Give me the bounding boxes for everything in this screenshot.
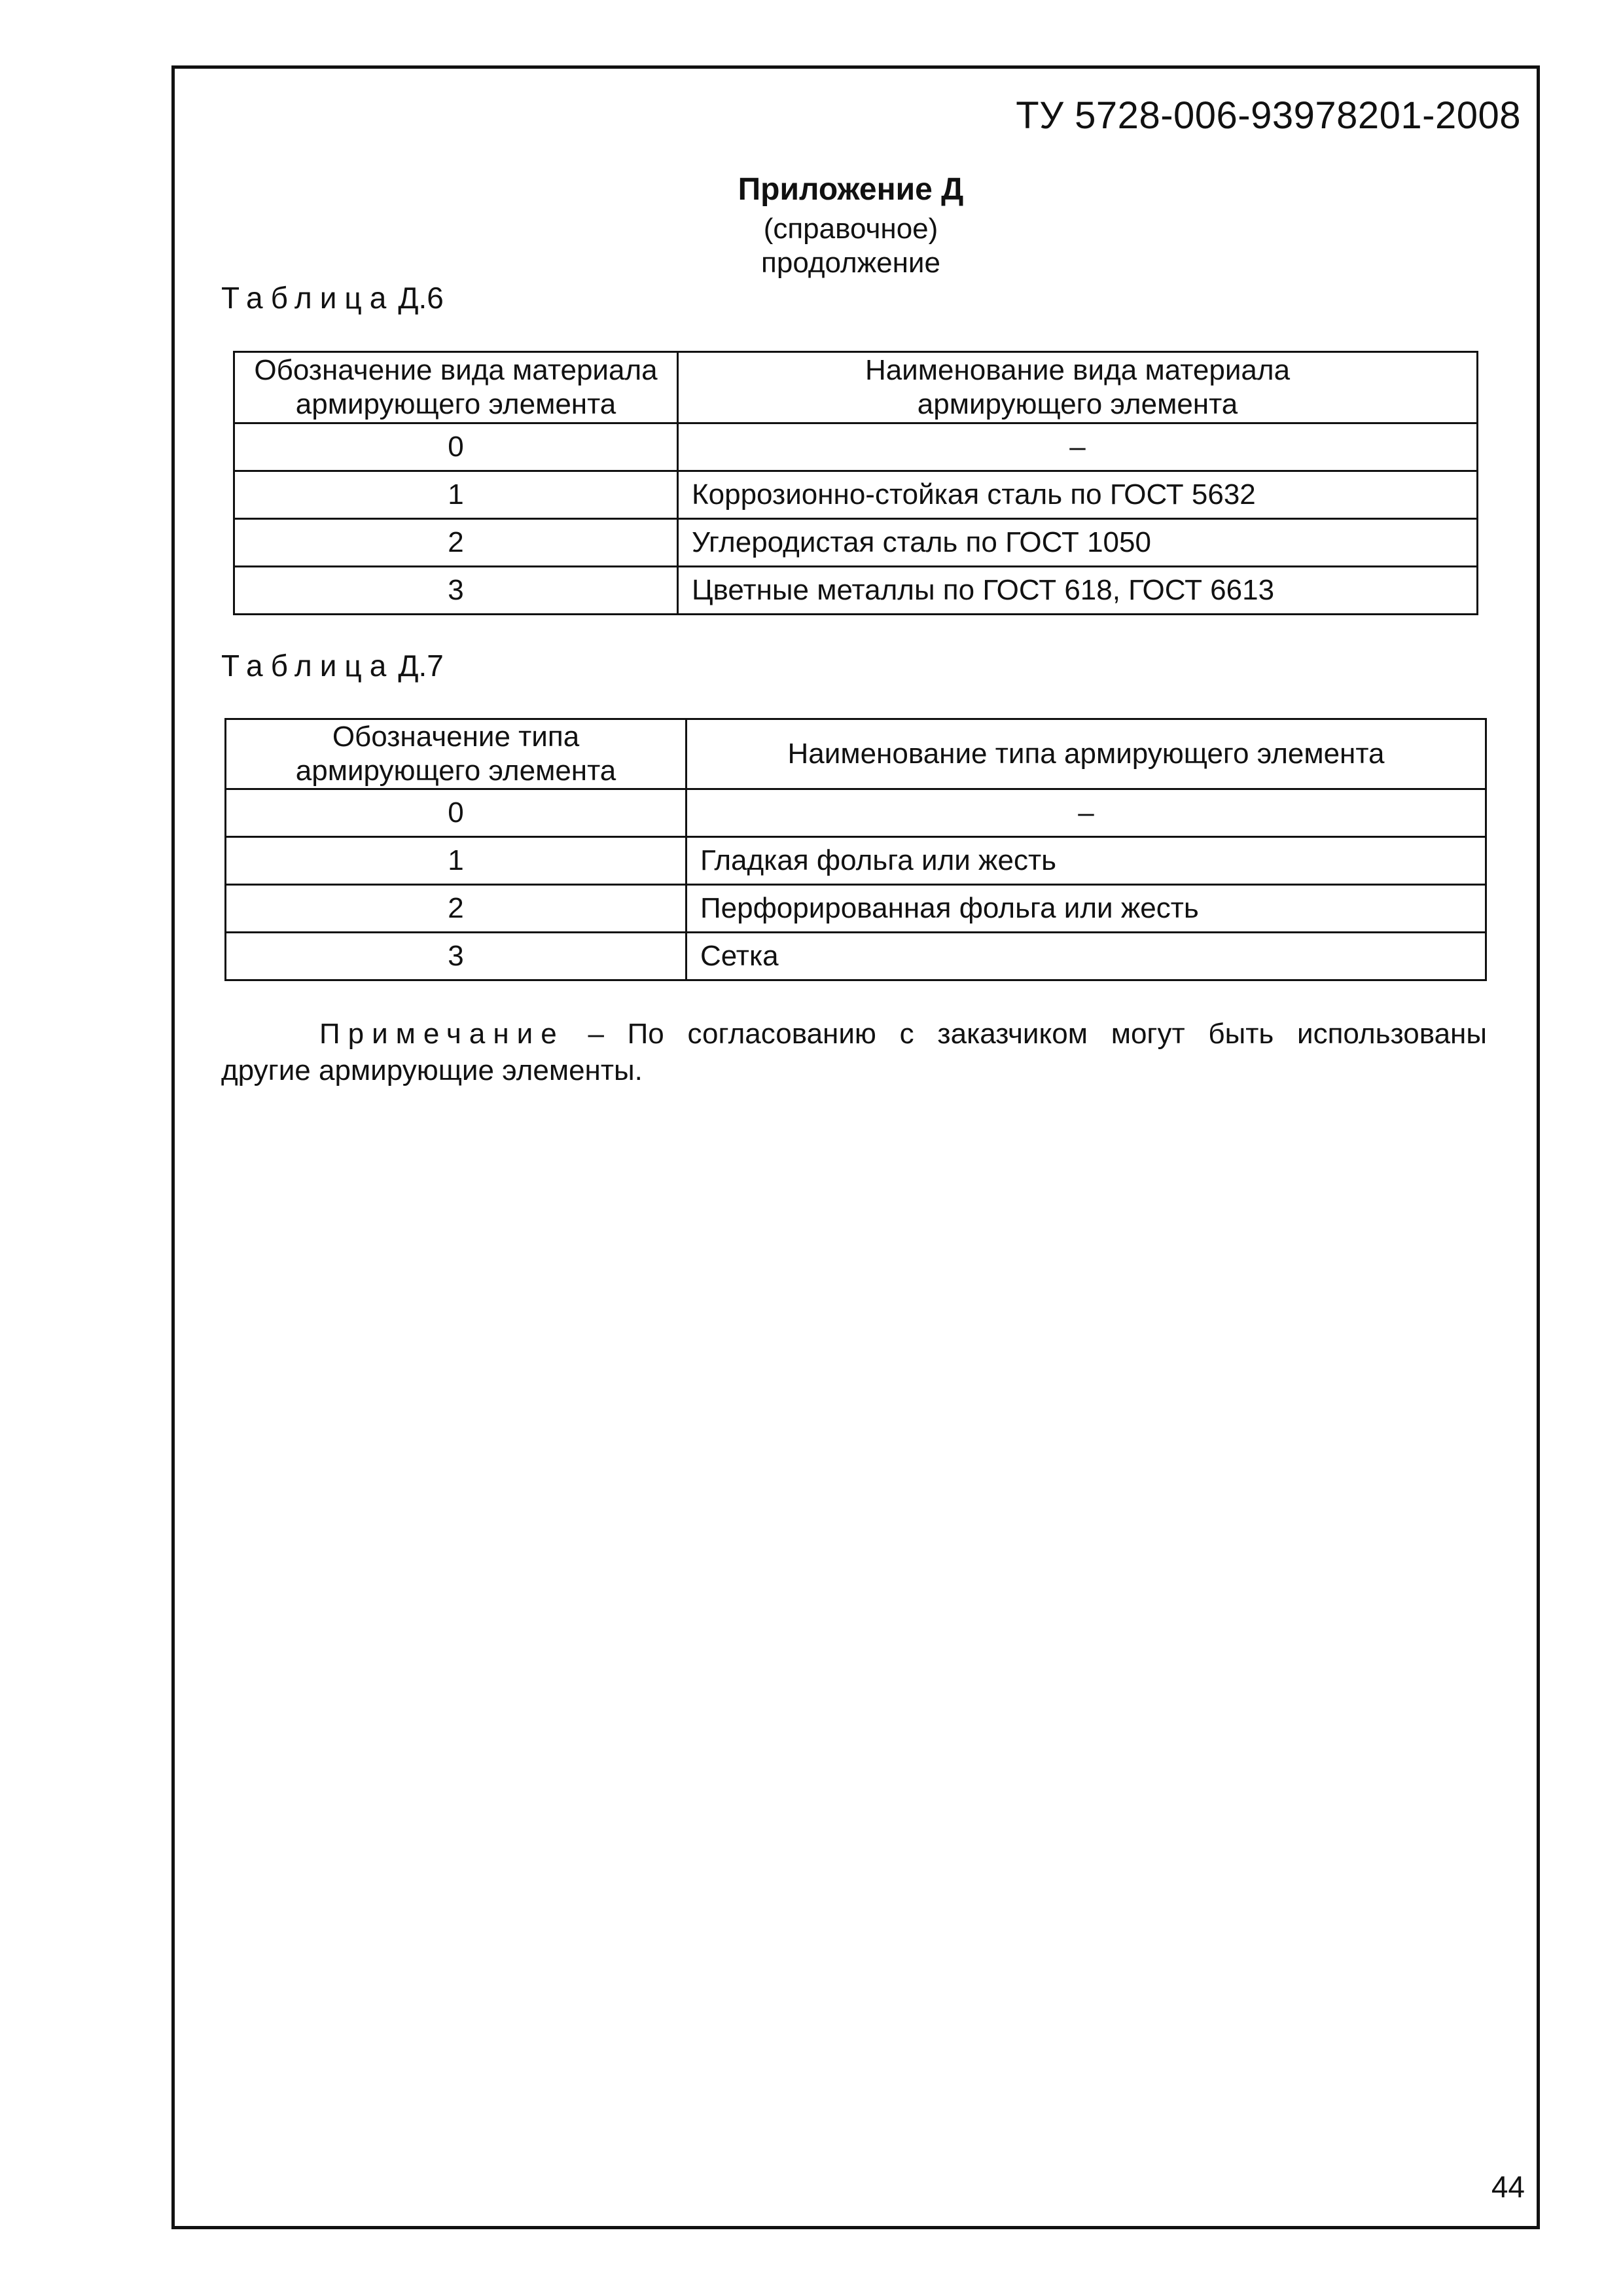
table-d7-caption-number: Д.7 (398, 649, 444, 683)
table-d6-caption-number: Д.6 (398, 281, 444, 315)
table-row (234, 423, 1478, 471)
table-d6-header-row (234, 352, 1478, 423)
appendix-title: Приложение Д (738, 172, 964, 207)
table-d7-header-code-line2: армирующего элемента (295, 755, 616, 787)
table-d7-cell-code: 1 (226, 837, 687, 885)
table-row (226, 837, 1486, 885)
table-d6-header-code (234, 352, 678, 423)
note (221, 1016, 1487, 1089)
table-d7-header-name: Наименование типа армирующего элемента (687, 719, 1486, 789)
table-d7-cell-name: Гладкая фольга или жесть (687, 837, 1486, 885)
table-d6-cell-code: 3 (234, 567, 678, 615)
note-word: с (899, 1018, 914, 1050)
table-d6 (233, 351, 1478, 615)
note-word: согласованию (687, 1018, 876, 1050)
table-d6-cell-name: – (678, 423, 1478, 471)
table-d6-header-code-line2: армирующего элемента (295, 388, 616, 420)
table-d6-header-name-line1: Наименование вида материала (865, 354, 1291, 386)
appendix-continuation: продолжение (761, 247, 940, 279)
document-code: ТУ 5728-006-93978201-2008 (1016, 94, 1521, 137)
table-d7-cell-code: 0 (226, 789, 687, 837)
note-word: быть (1208, 1018, 1274, 1050)
table-row (226, 885, 1486, 933)
table-row (234, 519, 1478, 567)
table-d6-header-name (678, 352, 1478, 423)
table-d6-cell-code: 1 (234, 471, 678, 519)
table-d7-cell-name: – (687, 789, 1486, 837)
table-d6-header-code-line1: Обозначение вида материала (254, 354, 658, 386)
note-line-1 (221, 1016, 1487, 1052)
table-d7-caption (221, 648, 444, 683)
table-d7-cell-name: Перфорированная фольга или жесть (687, 885, 1486, 933)
table-d7-caption-word: Таблица (221, 649, 395, 683)
table-d6-cell-name: Углеродистая сталь по ГОСТ 1050 (678, 519, 1478, 567)
note-line-2: другие армирующие элементы. (221, 1054, 643, 1086)
table-d7-header-code-line1: Обозначение типа (332, 721, 580, 753)
note-word: использованы (1297, 1018, 1487, 1050)
table-d7-cell-code: 3 (226, 933, 687, 980)
table-d6-cell-code: 2 (234, 519, 678, 567)
note-word: могут (1111, 1018, 1185, 1050)
table-row (226, 789, 1486, 837)
table-d7 (224, 718, 1487, 981)
note-word: По (627, 1018, 664, 1050)
table-d6-header-name-line2: армирующего элемента (917, 388, 1238, 420)
table-d7-header-code (226, 719, 687, 789)
table-d6-caption-word: Таблица (221, 281, 395, 315)
table-d7-cell-name: Сетка (687, 933, 1486, 980)
table-row (234, 567, 1478, 615)
table-d6-cell-name: Цветные металлы по ГОСТ 618, ГОСТ 6613 (678, 567, 1478, 615)
page-number: 44 (1491, 2170, 1525, 2204)
note-word: заказчиком (937, 1018, 1088, 1050)
table-d6-cell-code: 0 (234, 423, 678, 471)
table-d6-cell-name: Коррозионно-стойкая сталь по ГОСТ 5632 (678, 471, 1478, 519)
appendix-subtitle: (справочное) (763, 213, 938, 245)
note-dash: – (588, 1018, 604, 1050)
table-d7-cell-code: 2 (226, 885, 687, 933)
table-row (226, 933, 1486, 980)
table-row (234, 471, 1478, 519)
table-d7-header-row (226, 719, 1486, 789)
note-label: Примечание (319, 1018, 565, 1050)
table-d6-caption (221, 280, 444, 315)
